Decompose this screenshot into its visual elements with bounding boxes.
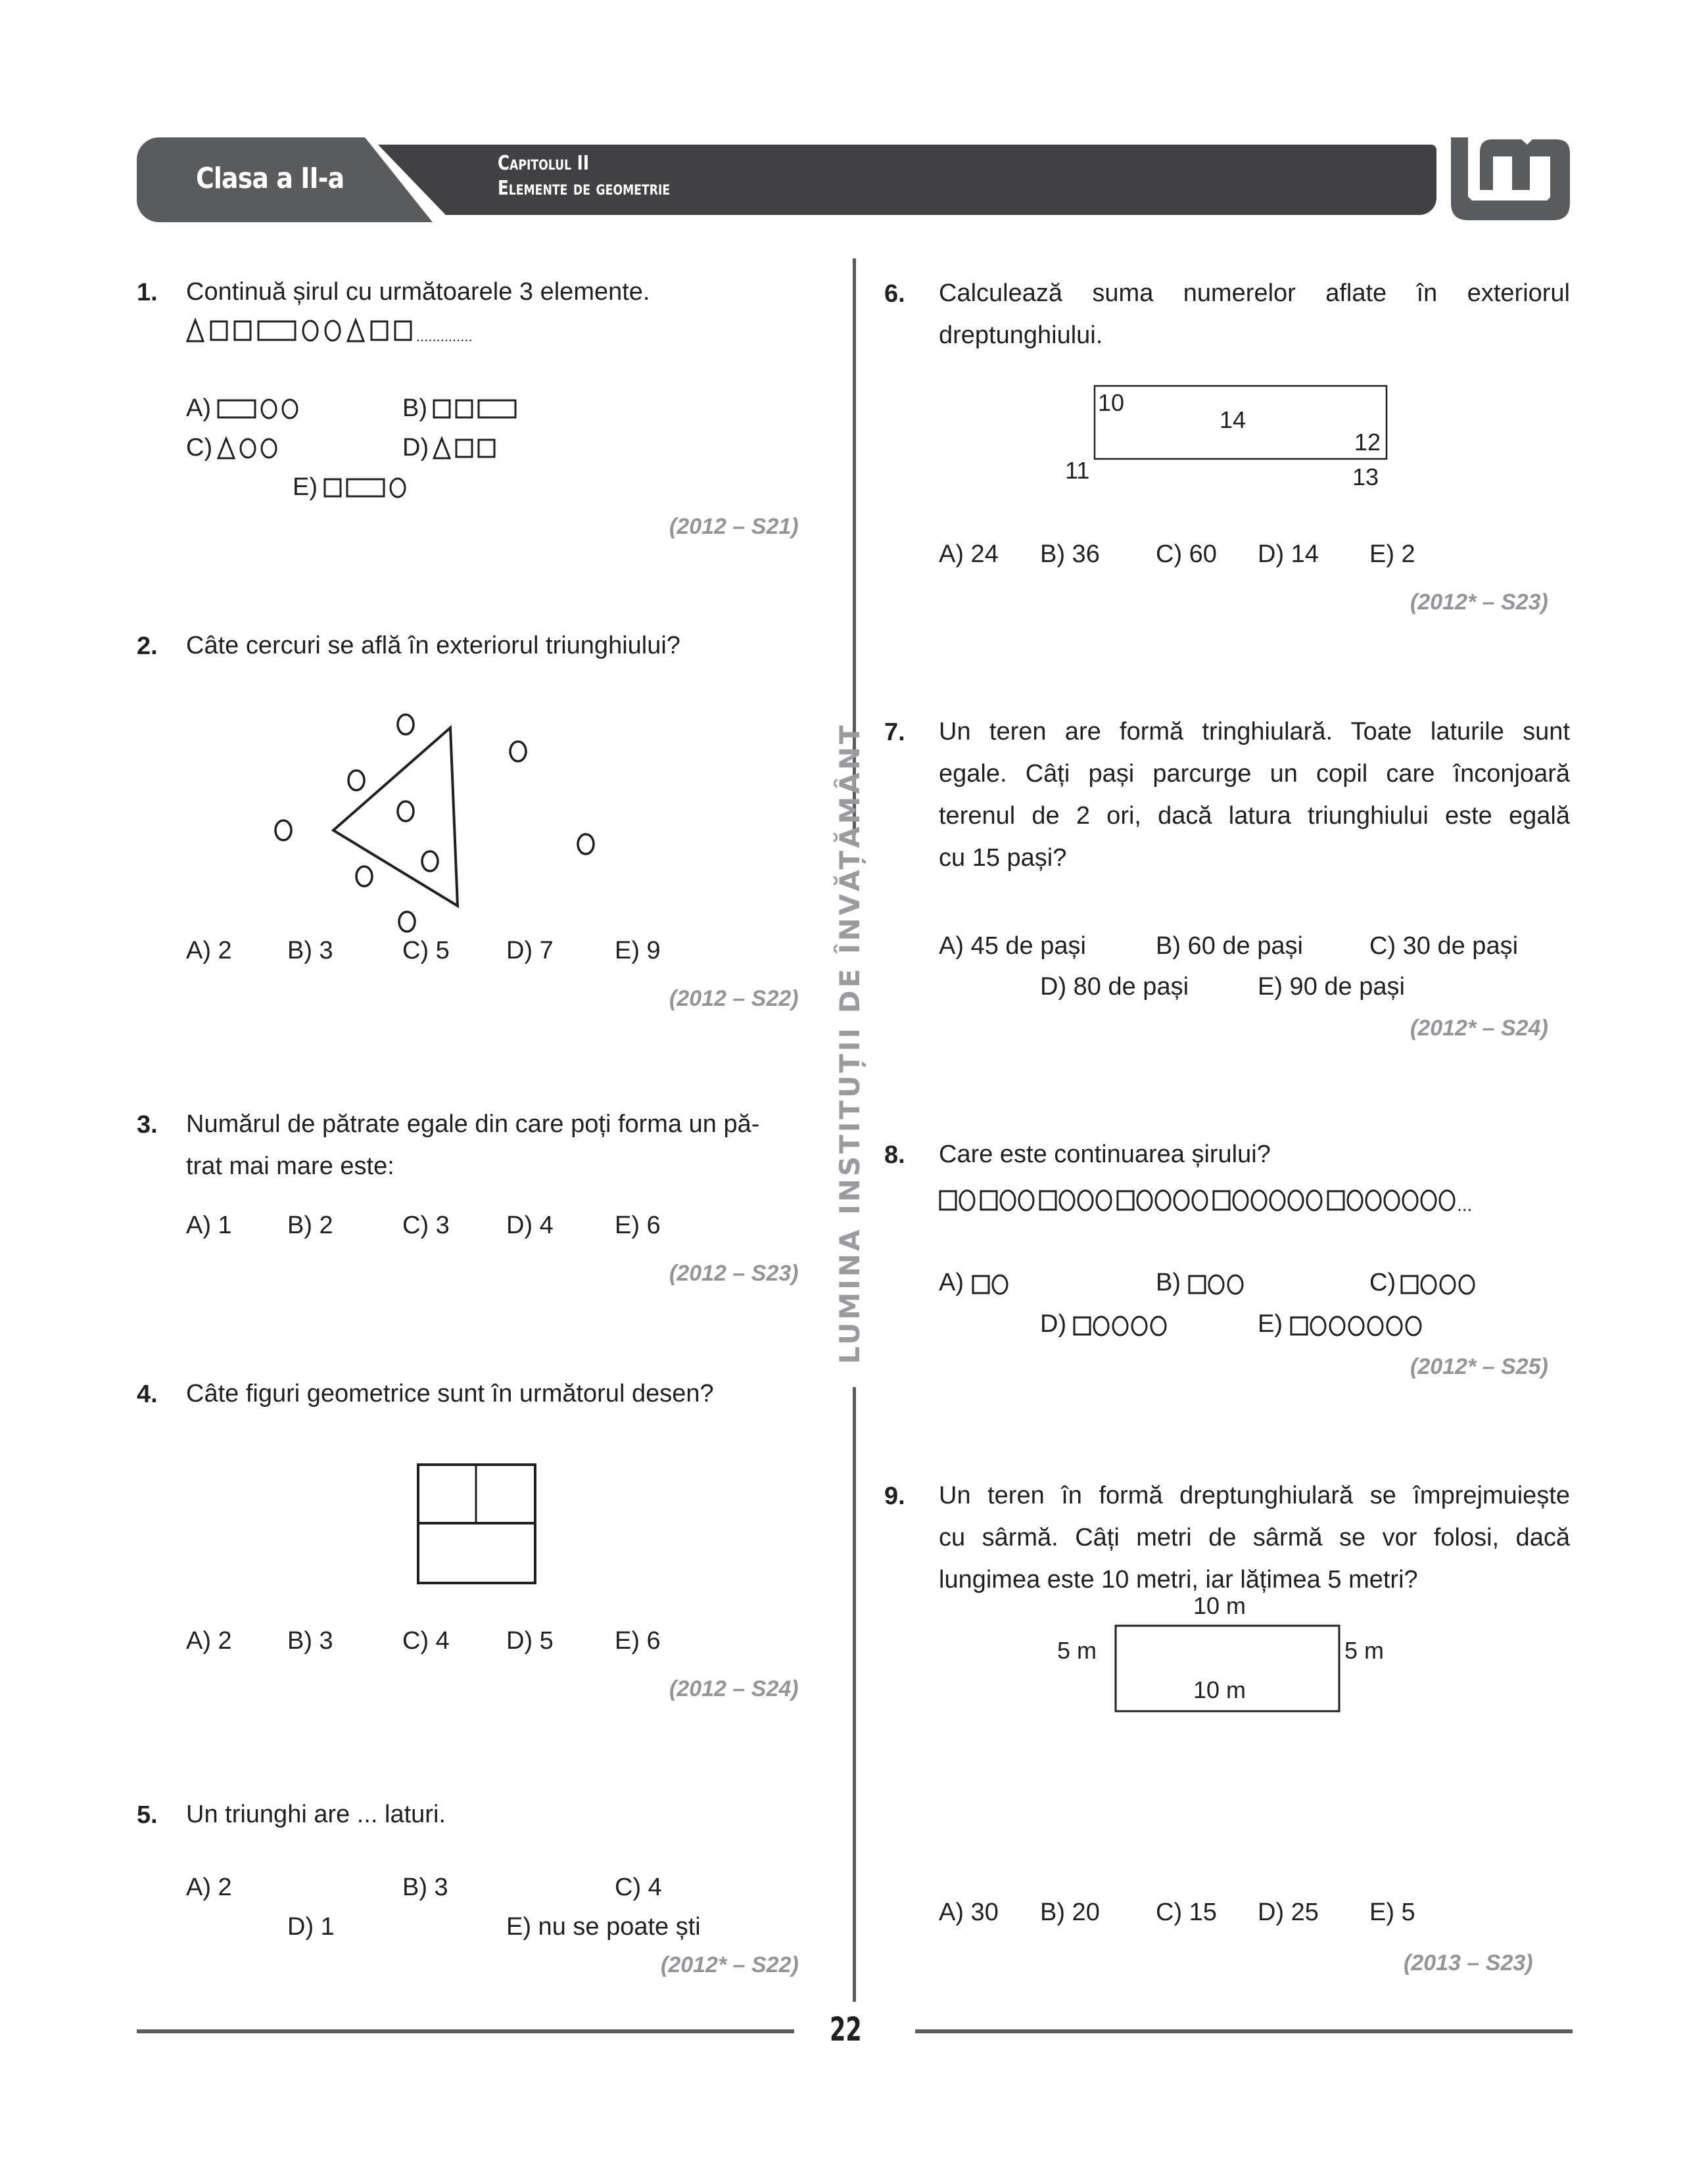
option-c[interactable]: C) 3 <box>402 1212 450 1239</box>
question-number: 4. <box>137 1381 158 1408</box>
question-text: Continuă șirul cu următoarele 3 elemente. <box>186 278 650 306</box>
option-label: D) <box>1040 1310 1067 1338</box>
option-e[interactable]: E) 9 <box>615 937 661 964</box>
option-c[interactable]: C) 60 <box>1156 540 1217 568</box>
question-number: 3. <box>137 1111 158 1139</box>
option-c[interactable]: C) 15 <box>1156 1899 1217 1926</box>
question-source: (2012 – S23) <box>669 1261 799 1286</box>
footer-line-right <box>915 2029 1573 2033</box>
option-e[interactable]: E) 5 <box>1369 1899 1415 1926</box>
option-label: B) <box>1156 1269 1181 1296</box>
option-label: A) <box>939 1269 964 1296</box>
question-text: Câte figuri geometrice sunt în următorul desen? <box>186 1380 714 1407</box>
question-source: (2012* – S25) <box>1410 1354 1548 1379</box>
chapter-name: Elemente de geometrie <box>498 177 671 200</box>
option-b[interactable]: B) 2 <box>287 1212 333 1239</box>
option-label: C) <box>186 434 213 461</box>
question-source: (2012 – S24) <box>669 1676 799 1701</box>
option-e[interactable]: E) 2 <box>1369 540 1415 568</box>
question-text-line1: Numărul de pătrate egale din care poți forma un pă- <box>186 1110 760 1138</box>
option-b[interactable]: B) 3 <box>287 1627 333 1655</box>
question-number: 2. <box>137 632 158 660</box>
option-b[interactable]: B) 60 de pași <box>1156 932 1303 960</box>
option-b[interactable]: B) 36 <box>1040 540 1100 568</box>
question-text-line2: trat mai mare este: <box>186 1152 394 1180</box>
sequence-ellipsis: .............. <box>416 328 473 344</box>
option-a[interactable]: A) 24 <box>939 540 999 568</box>
option-d[interactable]: D) 4 <box>506 1212 554 1239</box>
question-text-line1: Un teren are formă tringhiulară. Toate laturile sunt <box>939 718 1570 745</box>
option-a[interactable]: A) 30 <box>939 1899 999 1926</box>
page-number: 22 <box>830 2010 862 2048</box>
question-source: (2012 – S21) <box>669 514 799 539</box>
option-a[interactable]: A) 2 <box>186 1627 232 1655</box>
option-d[interactable]: D) 25 <box>1258 1899 1319 1926</box>
option-label: E) <box>293 473 318 501</box>
option-d[interactable]: D) 80 de pași <box>1040 973 1189 1001</box>
label-top: 10 m <box>1193 1592 1246 1619</box>
question-text-line3: lungimea este 10 metri, iar lățimea 5 metri? <box>939 1566 1418 1594</box>
question-number: 1. <box>137 279 158 306</box>
option-c[interactable]: C) 30 de pași <box>1369 932 1519 960</box>
label-right: 5 m <box>1344 1637 1385 1664</box>
option-e[interactable]: E) 6 <box>615 1627 661 1655</box>
option-c[interactable]: C) 4 <box>402 1627 450 1655</box>
option-label: D) <box>402 434 429 461</box>
option-e[interactable]: E) 90 de pași <box>1258 973 1405 1001</box>
option-label: B) <box>402 394 427 422</box>
option-c[interactable]: C) 4 <box>615 1874 662 1901</box>
option-a[interactable]: A) 45 de pași <box>939 932 1086 960</box>
question-text-line1: Un teren în formă dreptunghiulară se împrejmuiește <box>939 1482 1570 1509</box>
question-source: (2012* – S22) <box>661 1952 799 1977</box>
class-label: Clasa a II-a <box>196 162 344 195</box>
question-number: 5. <box>137 1801 158 1829</box>
number-10: 10 <box>1098 389 1125 416</box>
option-a[interactable]: A) 2 <box>186 1874 232 1901</box>
footer-line-left <box>137 2029 794 2033</box>
question-text: Care este continuarea șirului? <box>939 1141 1271 1168</box>
option-d[interactable]: D) 7 <box>506 937 554 964</box>
question-number: 7. <box>884 719 905 746</box>
publisher-watermark: LUMINA INSTITUȚII DE ÎNVĂȚĂMÂNT <box>834 722 866 1364</box>
question-source: (2012* – S23) <box>1410 590 1548 615</box>
question-text: Câte cercuri se află în exteriorul triunghiului? <box>186 632 680 659</box>
question-source: (2013 – S23) <box>1404 1950 1533 1975</box>
question-source: (2012 – S22) <box>669 986 799 1011</box>
option-label: A) <box>186 394 211 422</box>
option-c[interactable]: C) 5 <box>402 937 450 964</box>
question-text-line4: cu 15 pași? <box>939 844 1067 872</box>
sequence-ellipsis: ... <box>1457 1194 1473 1215</box>
question-number: 8. <box>884 1141 905 1169</box>
option-a[interactable]: A) 1 <box>186 1212 232 1239</box>
question-number: 6. <box>884 280 905 308</box>
question-text-line3: terenul de 2 ori, dacă latura triunghiului este egală <box>939 802 1570 830</box>
option-b[interactable]: B) 20 <box>1040 1899 1100 1926</box>
option-label: E) <box>1258 1310 1283 1338</box>
option-e[interactable]: E) nu se poate ști <box>506 1913 701 1941</box>
chapter-number: Capitolul II <box>498 152 589 175</box>
question-text-line2: egale. Câți pași parcurge un copil care înconjoară <box>939 760 1570 788</box>
question-number: 9. <box>884 1482 905 1510</box>
option-label: C) <box>1369 1269 1396 1296</box>
option-b[interactable]: B) 3 <box>402 1874 448 1901</box>
option-d[interactable]: D) 14 <box>1258 540 1319 568</box>
option-e[interactable]: E) 6 <box>615 1212 661 1239</box>
number-12: 12 <box>1354 429 1381 456</box>
number-14: 14 <box>1220 406 1246 433</box>
number-11: 11 <box>1065 457 1090 484</box>
option-d[interactable]: D) 1 <box>287 1913 335 1941</box>
label-left: 5 m <box>1057 1637 1097 1664</box>
question-text-line1: Calculează suma numerelor aflate în exteriorul <box>939 279 1570 307</box>
option-b[interactable]: B) 3 <box>287 937 333 964</box>
question-text-line2: cu sârmă. Câți metri de sârmă se vor folosi, dacă <box>939 1524 1570 1551</box>
question-source: (2012* – S24) <box>1410 1016 1548 1041</box>
option-d[interactable]: D) 5 <box>506 1627 554 1655</box>
number-13: 13 <box>1352 463 1379 490</box>
question-text: Un triunghi are ... laturi. <box>186 1801 446 1828</box>
label-bottom: 10 m <box>1193 1676 1246 1703</box>
option-a[interactable]: A) 2 <box>186 937 232 964</box>
question-text-line2: dreptunghiului. <box>939 321 1103 349</box>
